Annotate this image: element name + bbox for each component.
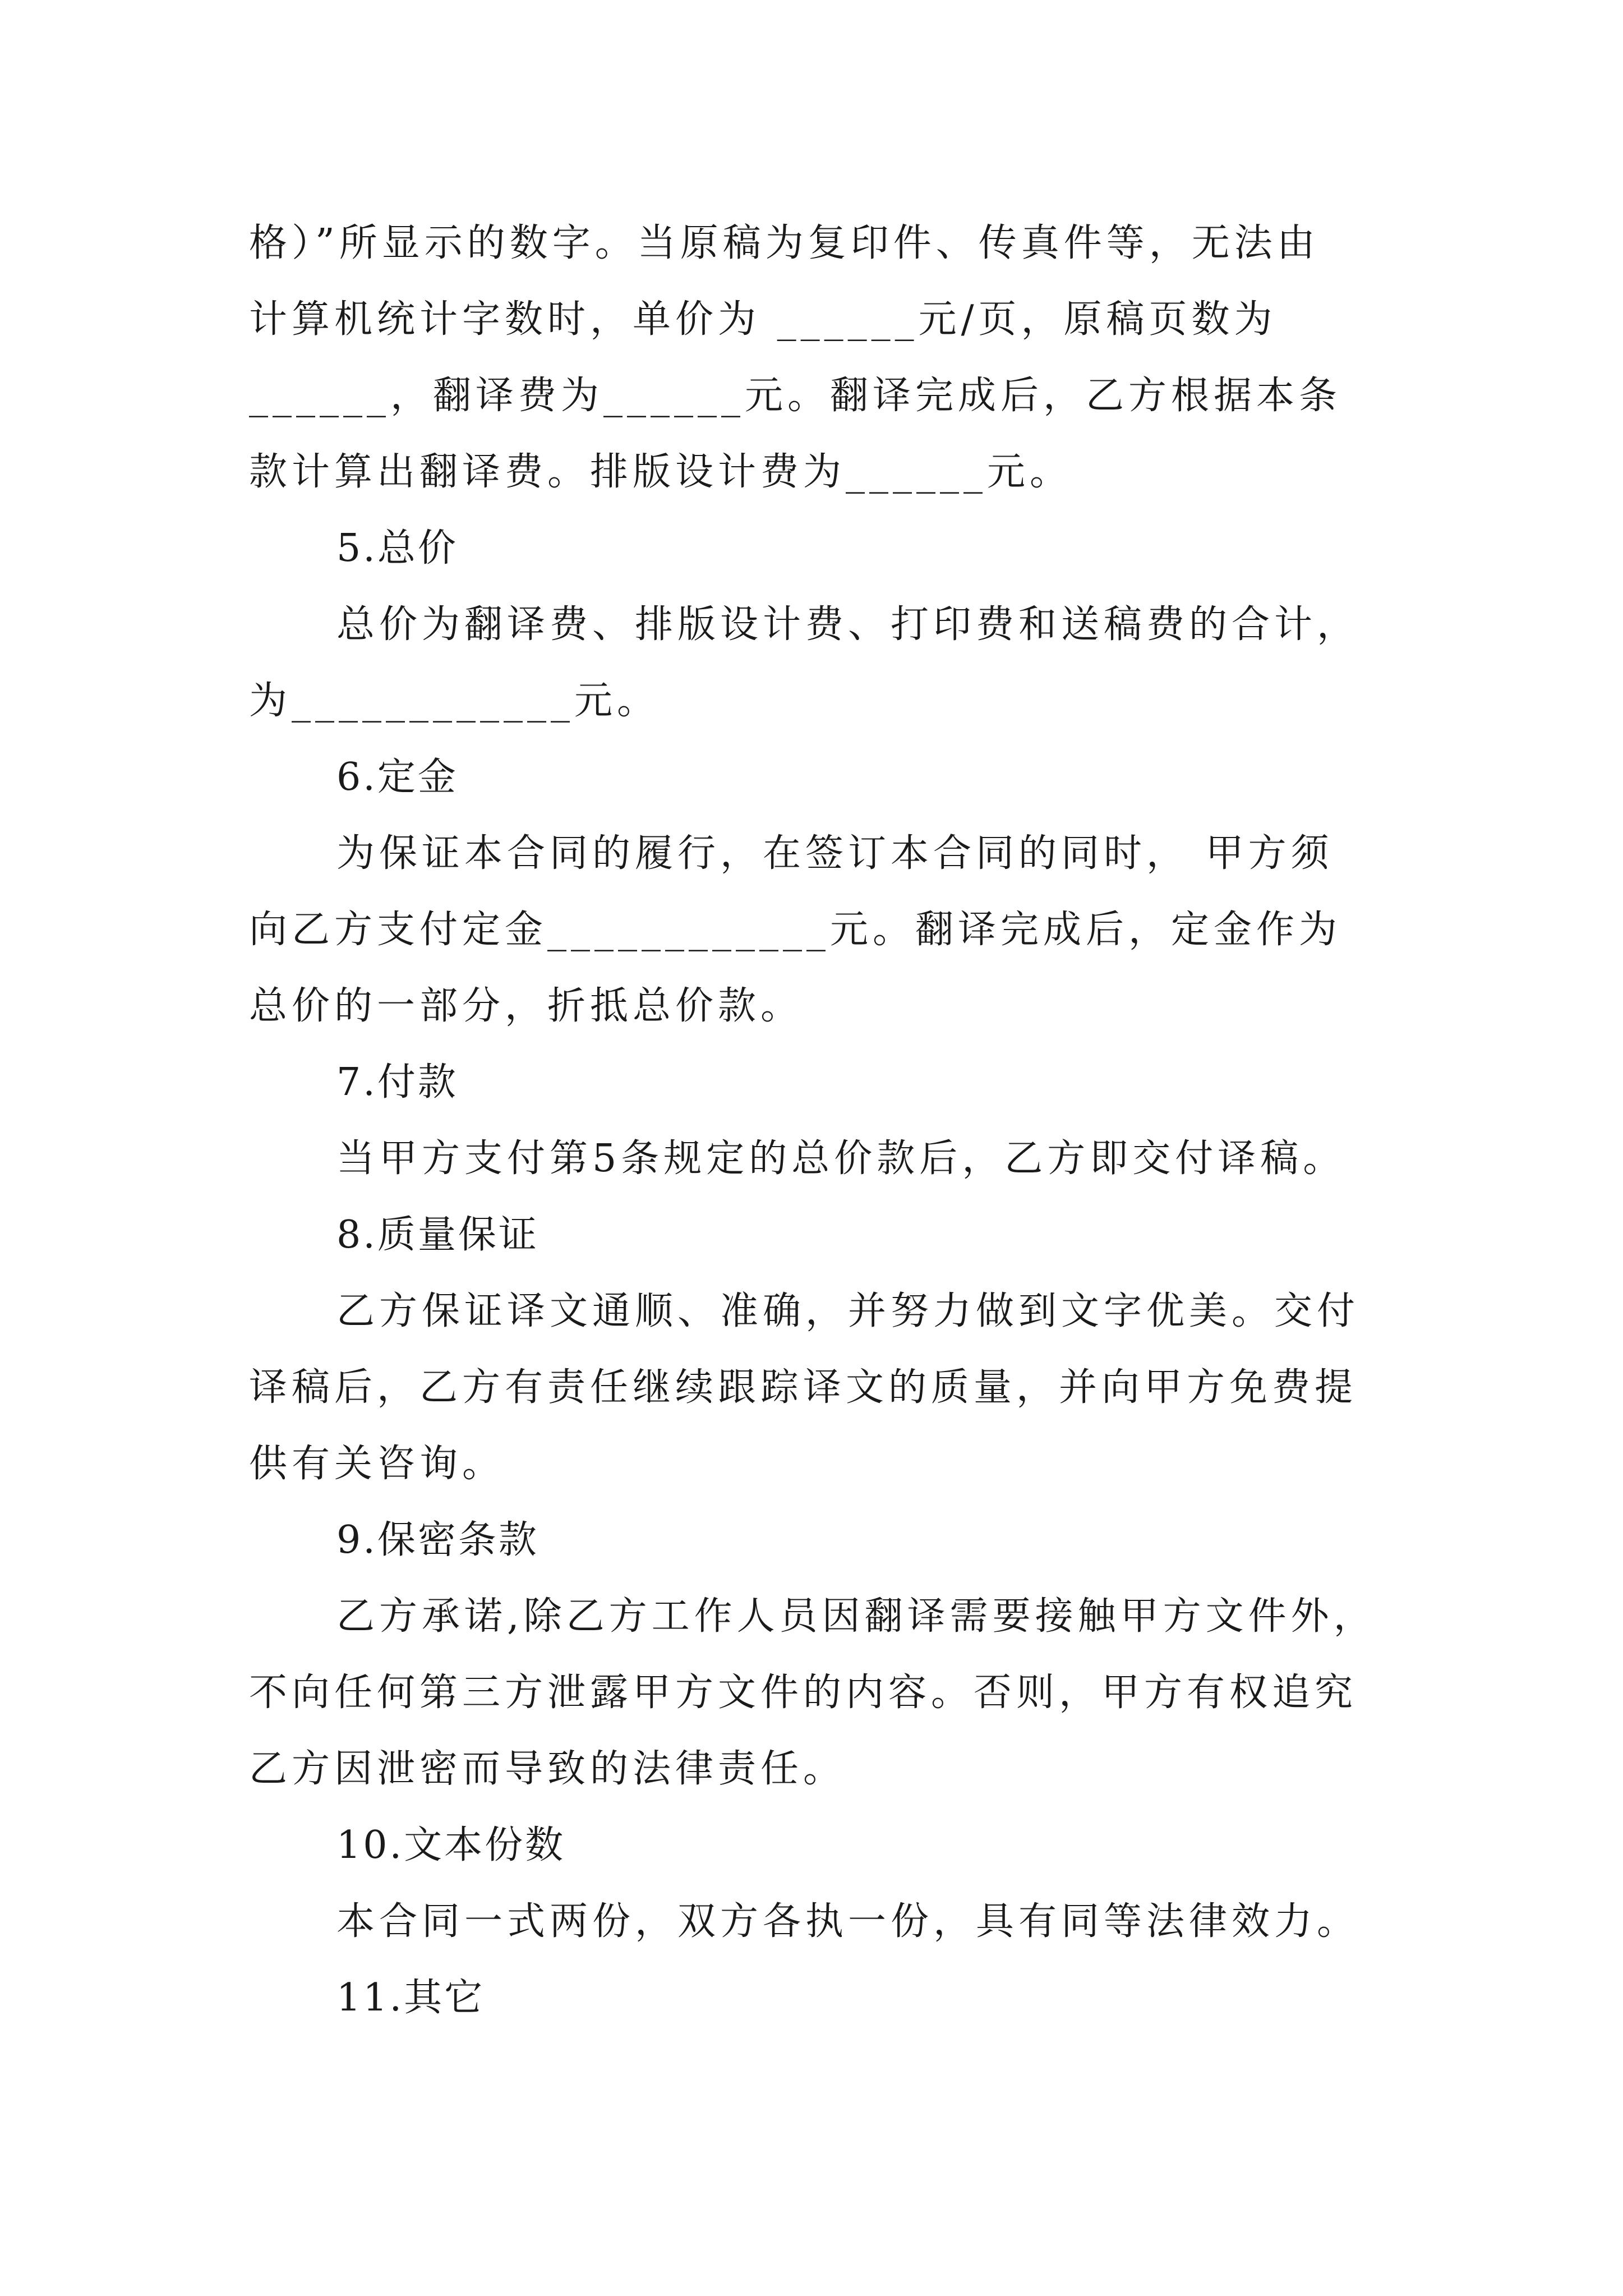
section-heading: 9.保密条款 bbox=[336, 1518, 539, 1562]
paragraph-line: 供有关咨询。 bbox=[249, 1442, 505, 1486]
section-heading: 11.其它 bbox=[336, 1976, 485, 2020]
paragraph-line: 不向任何第三方泄露甲方文件的内容。否则，甲方有权追究 bbox=[249, 1671, 1358, 1715]
paragraph-line: 计算机统计字数时，单价为 ______元/页，原稿页数为 bbox=[249, 297, 1277, 342]
section-heading: 5.总价 bbox=[336, 526, 458, 570]
paragraph-line: 总价的一部分，折抵总价款。 bbox=[249, 984, 804, 1028]
paragraph-line: ______，翻译费为______元。翻译完成后，乙方根据本条 bbox=[249, 374, 1342, 418]
paragraph-line: 乙方保证译文通顺、准确，并努力做到文字优美。交付 bbox=[336, 1289, 1360, 1333]
paragraph-line: 乙方因泄密而导致的法律责任。 bbox=[249, 1747, 846, 1791]
paragraph-line: 本合同一式两份，双方各执一份，具有同等法律效力。 bbox=[336, 1899, 1360, 1944]
paragraph-line: 为保证本合同的履行，在签订本合同的同时， 甲方须 bbox=[336, 831, 1334, 876]
paragraph-line: 译稿后，乙方有责任继续跟踪译文的质量，并向甲方免费提 bbox=[249, 1365, 1358, 1410]
paragraph-line: 向乙方支付定金____________元。翻译完成后，定金作为 bbox=[249, 908, 1342, 952]
section-heading: 6.定金 bbox=[336, 755, 458, 799]
section-heading: 8.质量保证 bbox=[336, 1213, 539, 1257]
paragraph-line: 款计算出翻译费。排版设计费为______元。 bbox=[249, 450, 1073, 494]
paragraph-line: 为____________元。 bbox=[249, 679, 660, 723]
paragraph-line: 当甲方支付第5条规定的总价款后，乙方即交付译稿。 bbox=[336, 1137, 1346, 1181]
paragraph-line: 总价为翻译费、排版设计费、打印费和送稿费的合计， bbox=[336, 602, 1360, 647]
section-heading: 10.文本份数 bbox=[336, 1823, 566, 1867]
section-heading: 7.付款 bbox=[336, 1060, 458, 1105]
paragraph-line: 乙方承诺,除乙方工作人员因翻译需要接触甲方文件外， bbox=[336, 1594, 1376, 1639]
paragraph-line: 格）”所显示的数字。当原稿为复印件、传真件等，无法由 bbox=[249, 221, 1320, 265]
